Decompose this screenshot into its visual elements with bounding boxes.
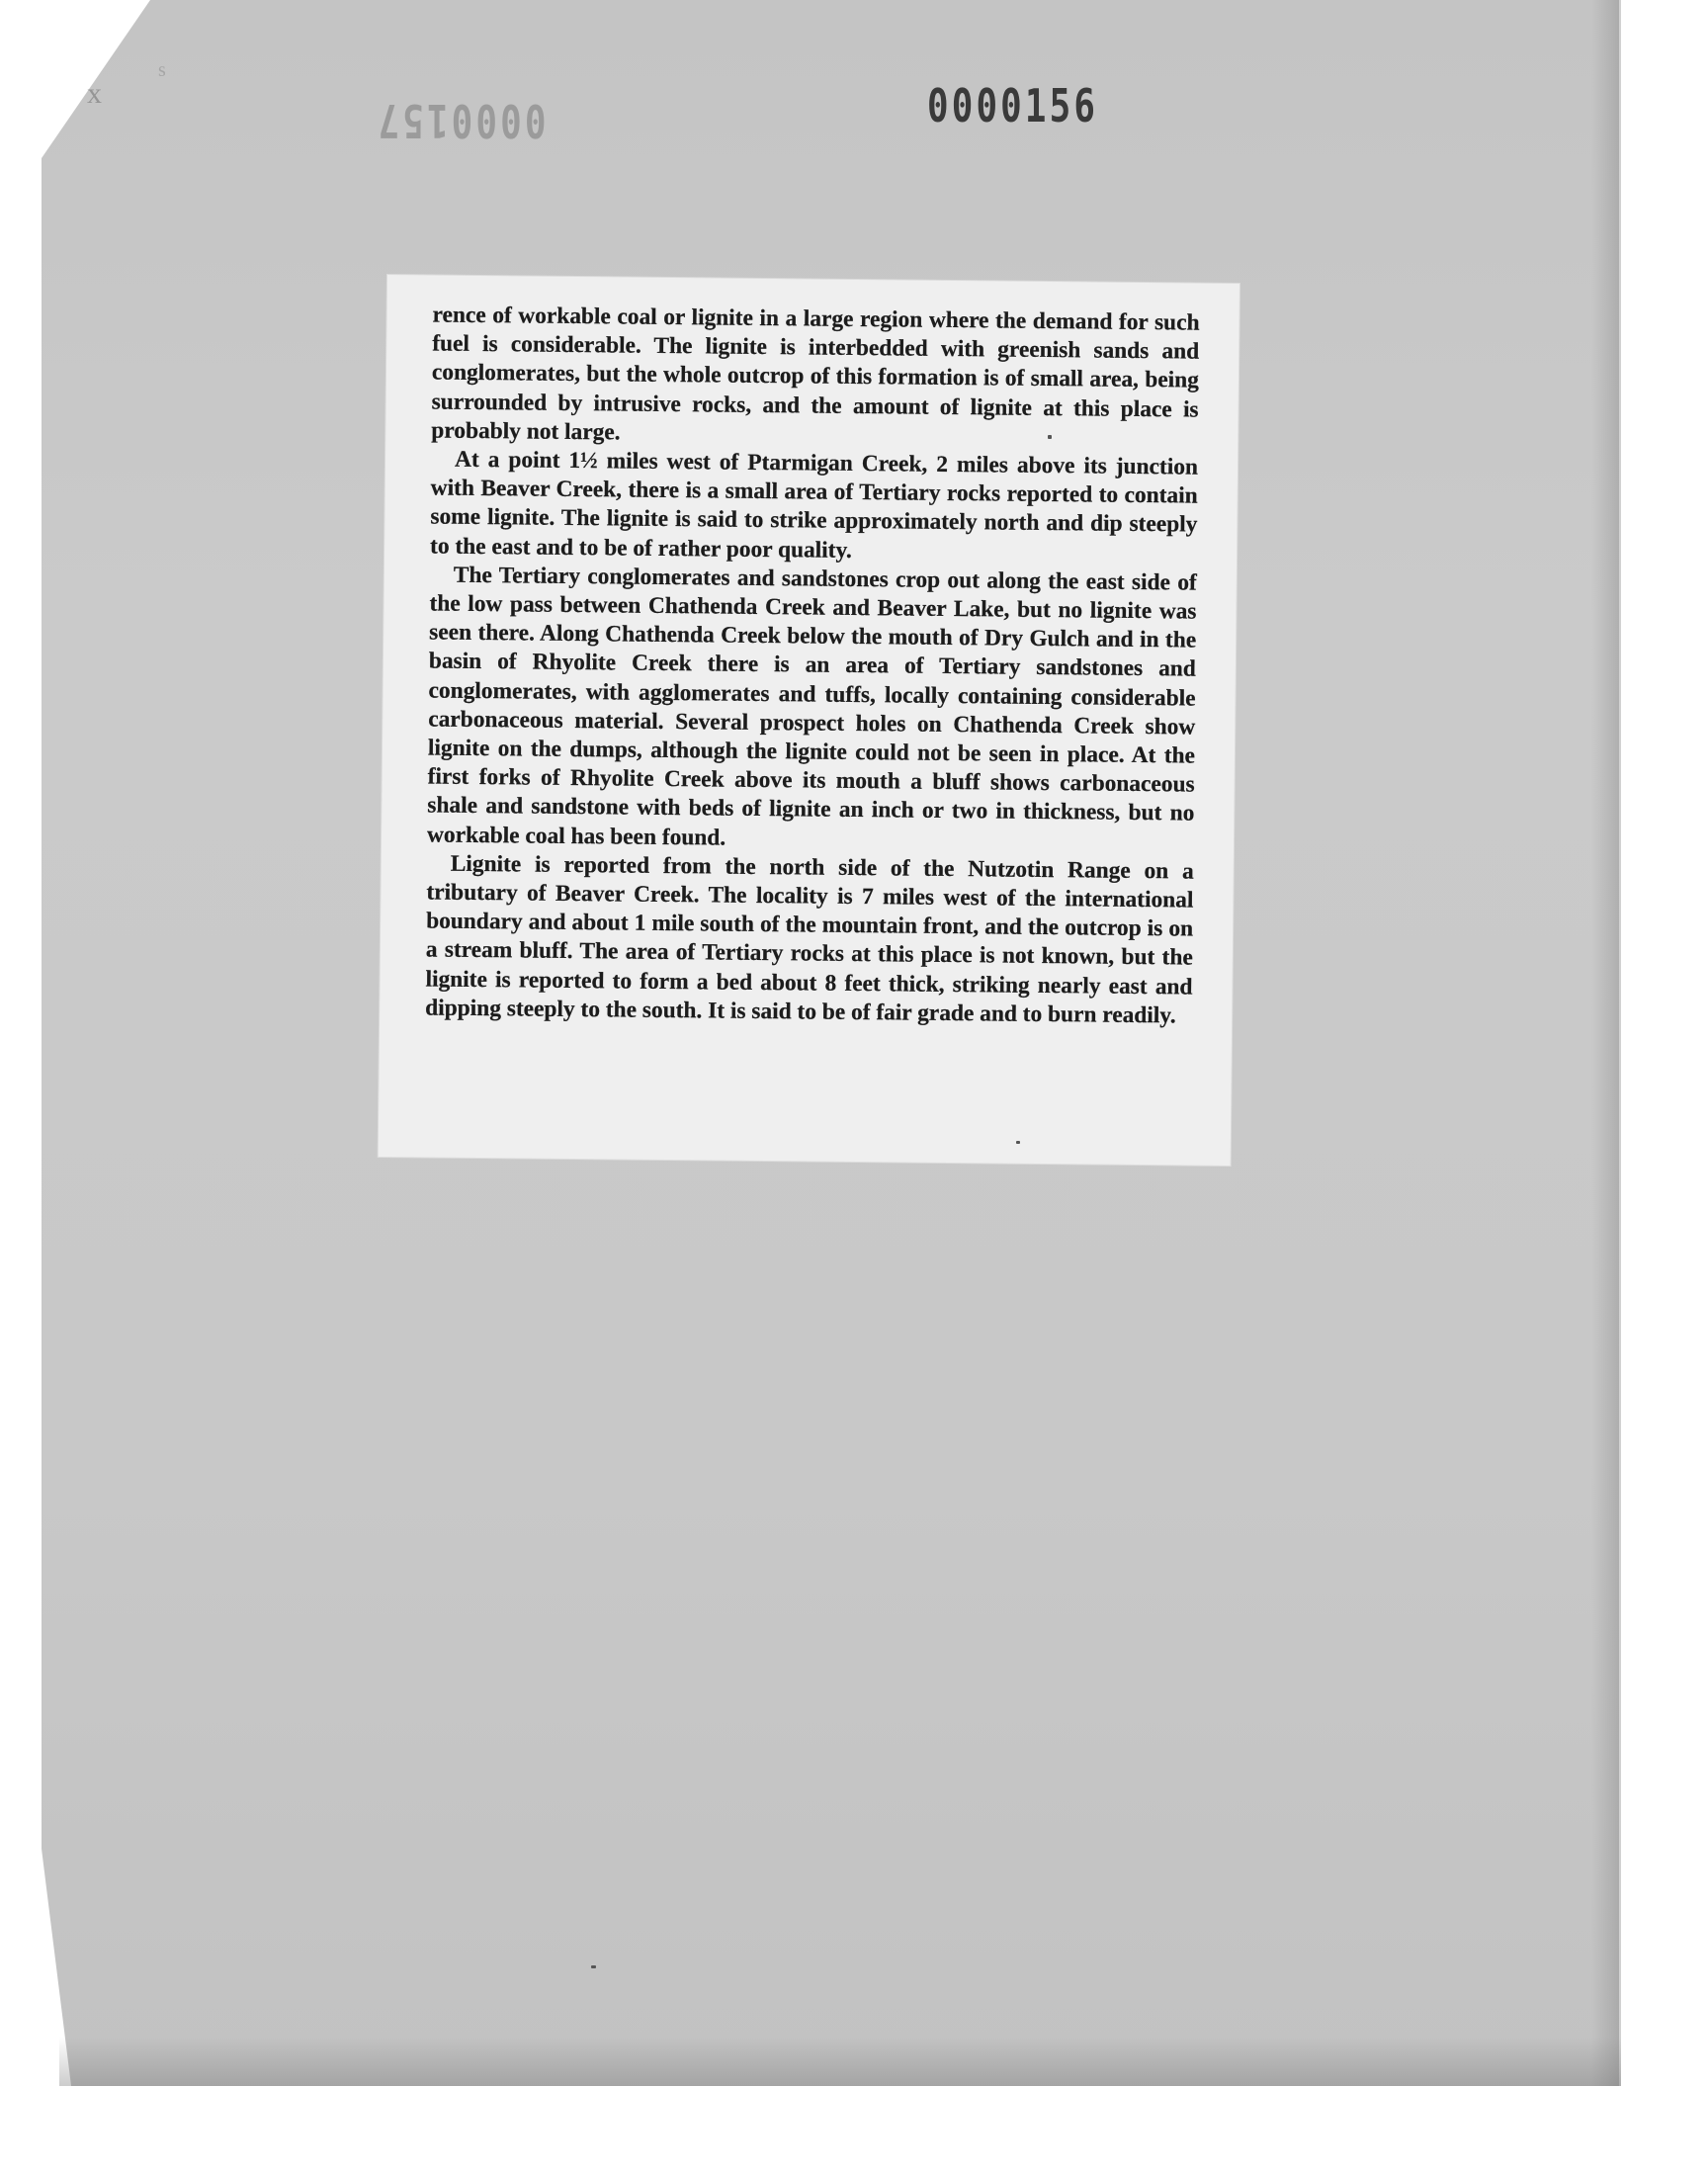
scan-speck [1016, 1141, 1020, 1144]
paragraph: At a point 1½ miles west of Ptarmigan Creek, 2 miles above its junction with Beaver Creek, there is a small area of Tertiary rocks reported to contain some lignite. The lignite is said to strike approximately north and dip steeply to the east and to be of rather poor quality. [429, 446, 1199, 564]
scan-speck [1048, 435, 1052, 439]
page-stamp-number: 0000156 [927, 79, 1099, 132]
sheet-bottom-shadow [59, 2037, 1621, 2086]
pencil-mark: x [87, 77, 102, 110]
pencil-mark-small: s [158, 59, 166, 81]
pasted-text-clipping [379, 275, 1239, 1166]
scan-speck [591, 1965, 596, 1968]
paragraph: Lignite is reported from the north side of the Nutzotin Range on a tributary of Beaver Creek. The locality is 7 miles west of the international boundary and about 1 mile south of the mountain front, and the outcrop is on a stream bluff. The area of Tertiary rocks at this place is not known, but the lignite is reported to form a bed about 8 feet thick, striking nearly east and dipping steeply to the south. It is said to be of fair grade and to burn readily. [425, 850, 1194, 1029]
bleed-through-stamp-number: 0000157 [375, 94, 547, 147]
sheet-edge-shadow [1591, 0, 1621, 2086]
clipping-body [425, 301, 1200, 1030]
paragraph: rence of workable coal or lignite in a large region where the demand for such fuel is considerable. The lignite is interbedded with greenish sands and conglomerates, but the whole outcrop of this formation is of small area, being surrounded by intrusive rocks, and the amount of lignite at this place is probably not large. [431, 302, 1200, 446]
paragraph: The Tertiary conglomerates and sandstones crop out along the east side of the low pass between Chathenda Creek and Beaver Lake, but no lignite was seen there. Along Chathenda Creek below the mouth of Dry Gulch and in the basin of Rhyolite Creek there is an area of Tertiary sandstones and conglomerates, with agglomerates and tuffs, locally containing considerable carbonaceous material. Several prospect holes on Chathenda Creek show lignite on the dumps, although the lignite could not be seen in place. At the first forks of Rhyolite Creek above its mouth a bluff shows carbonaceous shale and sandstone with beds of lignite an inch or two in thickness, but no workable coal has been found. [426, 562, 1197, 851]
